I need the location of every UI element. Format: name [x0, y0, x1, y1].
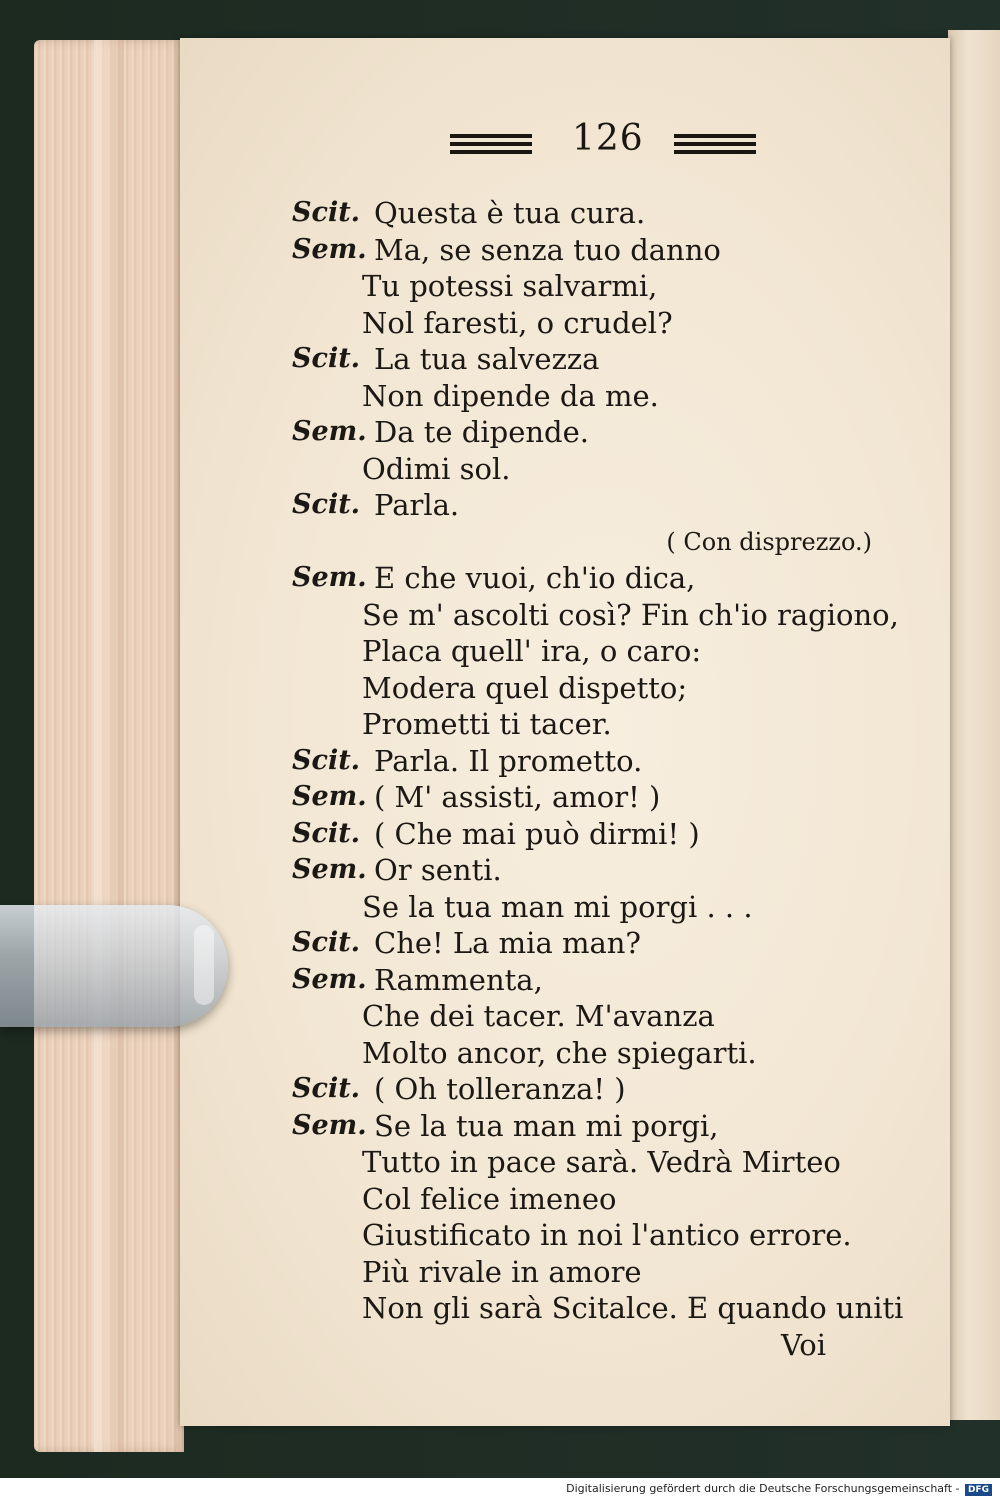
credit-text: Digitalisierung gefördert durch die Deutsche Forschungsgemeinschaft -	[566, 1482, 960, 1495]
speech-text: Tu potessi salvarmi,	[362, 269, 658, 303]
catchword-line	[292, 1327, 912, 1364]
speaker-label: Sem.	[292, 781, 367, 812]
speech-text: ( M' assisti, amor! )	[374, 780, 661, 814]
facing-page-edge	[948, 30, 1000, 1420]
speech-text: Se m' ascolti così? Fin ch'io ragiono,	[362, 597, 899, 632]
speech-text: Non dipende da me.	[362, 378, 659, 413]
page-number: 126	[572, 118, 644, 159]
speech-text: Parla. Il prometto.	[374, 743, 643, 778]
text-line	[292, 743, 912, 780]
speaker-label: Scit.	[292, 1073, 361, 1104]
page-header	[450, 118, 760, 168]
speech-text: Odimi sol.	[362, 451, 511, 486]
speech-text: Modera quel dispetto;	[362, 670, 688, 705]
text-line	[292, 341, 912, 378]
text-line	[292, 1217, 912, 1254]
text-line	[292, 1181, 912, 1218]
text-line	[292, 852, 912, 889]
text-line	[292, 1035, 912, 1072]
text-line	[292, 524, 912, 561]
speaker-label: Scit.	[292, 927, 361, 958]
digitization-credit	[566, 1482, 992, 1496]
speech-text: Molto ancor, che spiegarti.	[362, 1035, 757, 1070]
speech-text: Or senti.	[374, 853, 502, 887]
play-text	[292, 195, 912, 1363]
text-line	[292, 889, 912, 926]
speech-text: Giustificato in noi l'antico errore.	[362, 1218, 852, 1252]
speaker-label: Sem.	[292, 416, 367, 447]
speaker-label: Sem.	[292, 963, 367, 995]
text-line	[292, 195, 912, 232]
text-line	[292, 670, 912, 707]
book-page-edges	[34, 40, 184, 1452]
text-line	[292, 1254, 912, 1291]
text-line	[292, 487, 912, 524]
speaker-label: Sem.	[292, 233, 367, 265]
glass-page-holder	[0, 905, 228, 1027]
speech-text: Più rivale in amore	[362, 1254, 642, 1289]
speech-text: Tutto in pace sarà. Vedrà Mirteo	[362, 1145, 841, 1179]
speech-text: Ma, se senza tuo danno	[374, 232, 721, 267]
text-line	[292, 378, 912, 415]
text-line	[292, 451, 912, 488]
text-line	[292, 305, 912, 342]
text-line	[292, 779, 912, 816]
speech-text: Parla.	[374, 488, 460, 522]
speech-text: Che! La mia man?	[374, 926, 641, 960]
speech-text: Nol faresti, o crudel?	[362, 305, 673, 340]
header-rule-right	[674, 134, 756, 158]
speech-text: La tua salvezza	[374, 342, 600, 376]
text-line	[292, 1144, 912, 1181]
speech-text: Rammenta,	[374, 962, 543, 997]
text-line	[292, 998, 912, 1035]
speech-text: ( Oh tolleranza! )	[374, 1072, 626, 1106]
text-line	[292, 962, 912, 999]
speech-text: Se la tua man mi porgi . . .	[362, 889, 753, 924]
header-rule-left	[450, 134, 532, 158]
speaker-label: Sem.	[292, 1109, 367, 1141]
speaker-label: Scit.	[292, 744, 361, 776]
speech-text: Placa quell' ira, o caro:	[362, 634, 702, 668]
text-line	[292, 706, 912, 743]
speech-text: E che vuoi, ch'io dica,	[374, 561, 696, 595]
text-line	[292, 633, 912, 670]
speech-text: Questa è tua cura.	[374, 196, 646, 230]
speech-text: ( Che mai può dirmi! )	[374, 816, 700, 851]
text-line	[292, 232, 912, 269]
speech-text: Prometti ti tacer.	[362, 707, 612, 741]
speech-text: Da te dipende.	[374, 415, 589, 449]
text-line	[292, 1290, 912, 1327]
speaker-label: Scit.	[292, 197, 361, 228]
speaker-label: Scit.	[292, 817, 361, 849]
text-line	[292, 414, 912, 451]
stage-direction: ( Con disprezzo.)	[666, 527, 872, 556]
speech-text: Che dei tacer. M'avanza	[362, 999, 715, 1033]
speech-text: Se la tua man mi porgi,	[374, 1108, 719, 1143]
speech-text: Col felice imeneo	[362, 1181, 617, 1216]
text-line	[292, 1108, 912, 1145]
dfg-logo: DFG	[965, 1484, 992, 1496]
catchword: Voi	[780, 1327, 826, 1362]
speaker-label: Sem.	[292, 854, 367, 885]
text-line	[292, 560, 912, 597]
text-line	[292, 1071, 912, 1108]
text-line	[292, 925, 912, 962]
text-line	[292, 268, 912, 305]
speaker-label: Scit.	[292, 489, 361, 520]
text-line	[292, 816, 912, 853]
speaker-label: Scit.	[292, 343, 361, 374]
text-line	[292, 597, 912, 634]
speaker-label: Sem.	[292, 562, 367, 593]
speech-text: Non gli sarà Scitalce. E quando uniti	[362, 1291, 904, 1325]
